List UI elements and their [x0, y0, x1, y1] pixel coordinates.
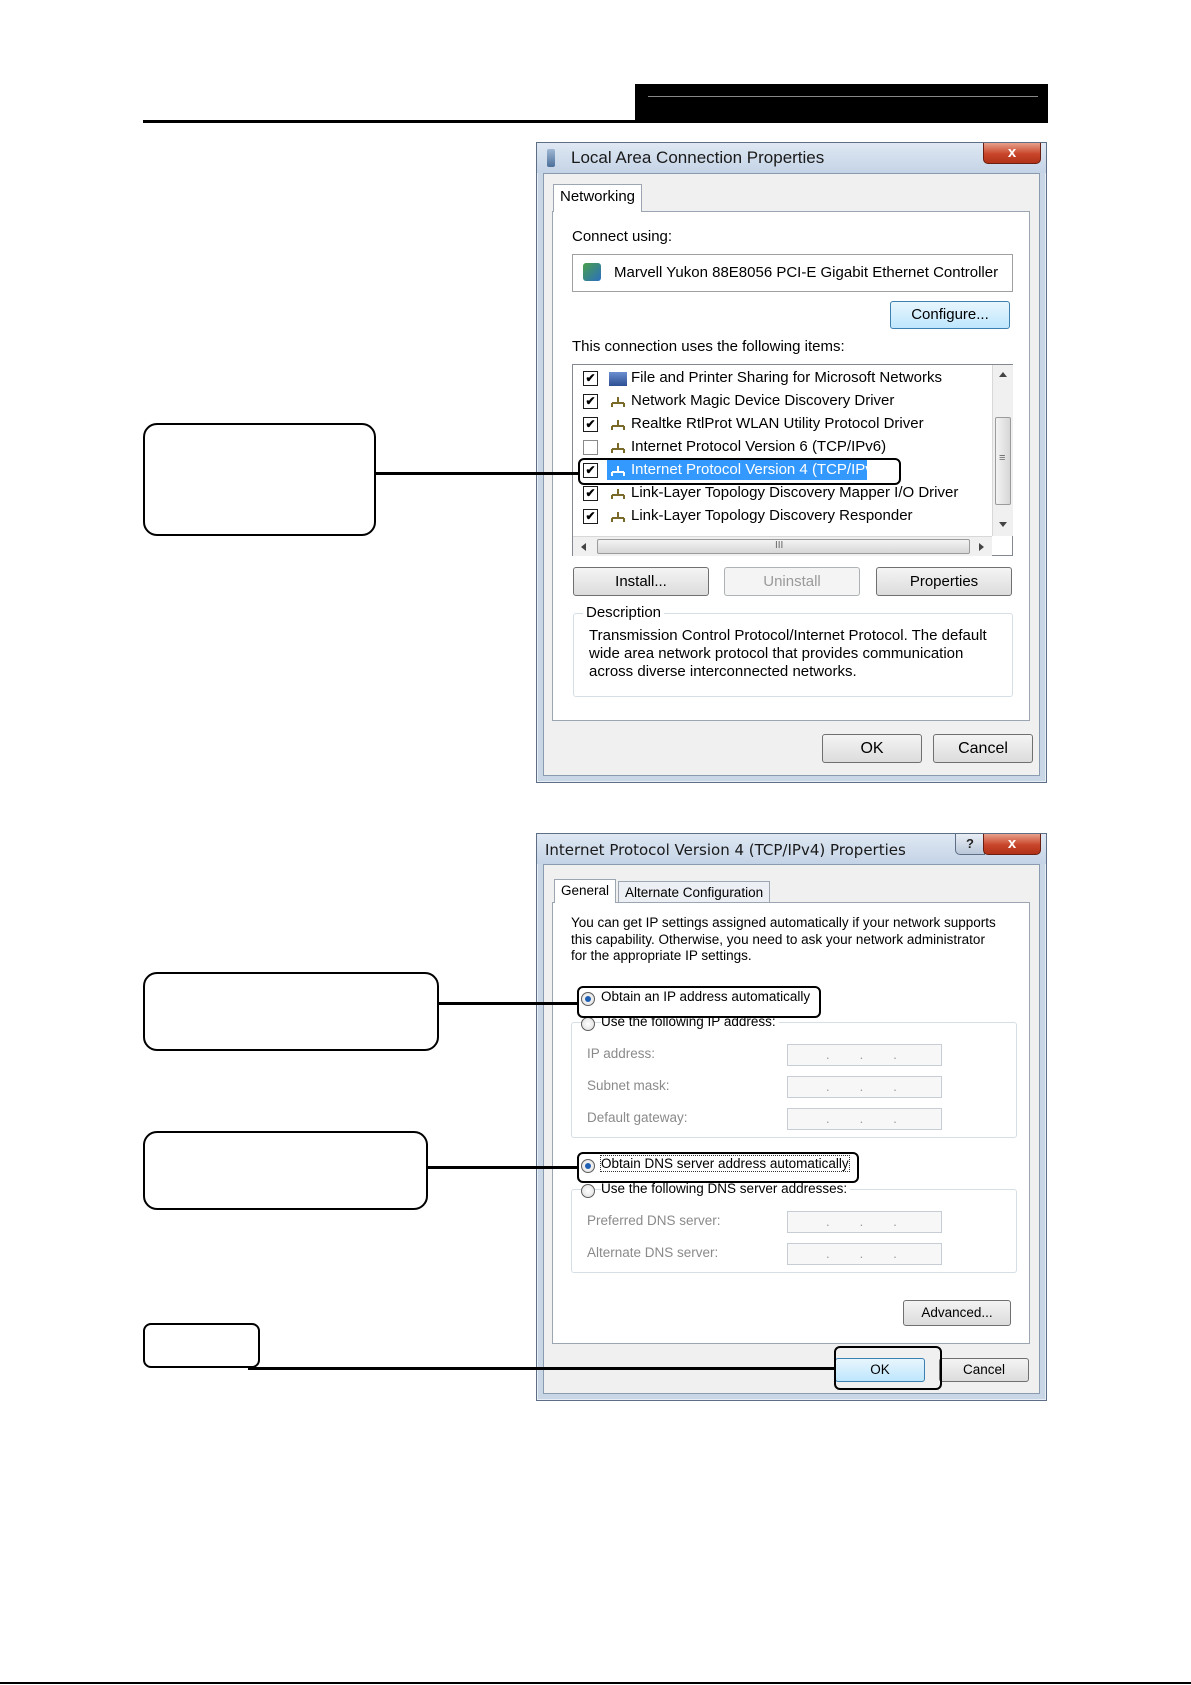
- ipv4-highlight-box: [578, 458, 901, 485]
- item-checkbox[interactable]: ✔: [583, 463, 598, 478]
- header-rule: [143, 120, 1048, 123]
- scroll-grip-icon: ≡: [999, 452, 1006, 464]
- item-checkbox[interactable]: ✔: [583, 486, 598, 501]
- adapter-field: [572, 254, 1013, 292]
- client-area: [543, 864, 1040, 1394]
- preferred-dns-label: Preferred DNS server:: [587, 1213, 721, 1228]
- callout-connector-1: [376, 472, 580, 475]
- network-adapter-icon: [547, 149, 555, 167]
- item-checkbox[interactable]: [583, 440, 598, 455]
- callout-box-1: [143, 423, 376, 536]
- item-checkbox[interactable]: ✔: [583, 371, 598, 386]
- configure-button[interactable]: Configure...: [890, 301, 1010, 329]
- scroll-left-icon[interactable]: [581, 543, 586, 551]
- list-item[interactable]: [573, 390, 991, 412]
- list-item[interactable]: [573, 482, 991, 504]
- hscroll-grip-icon: III: [775, 540, 784, 551]
- list-item[interactable]: [573, 413, 991, 435]
- description-label: Description: [583, 604, 664, 621]
- ok-button[interactable]: OK: [822, 734, 922, 763]
- obtain-ip-highlight-box: [577, 986, 821, 1018]
- close-button[interactable]: x: [983, 143, 1041, 164]
- header-bar-line: [648, 96, 1038, 97]
- adapter-icon: [583, 263, 601, 281]
- item-label: Network Magic Device Discovery Driver: [631, 392, 895, 409]
- item-checkbox[interactable]: ✔: [583, 417, 598, 432]
- subnet-mask-field[interactable]: ...: [787, 1076, 942, 1098]
- window-title: Local Area Connection Properties: [571, 148, 825, 167]
- protocol-icon: [611, 420, 625, 430]
- description-text: Transmission Control Protocol/Internet Protocol. The default wide area network protocol that provides communication across diverse interconnected networks.: [589, 627, 987, 680]
- list-item[interactable]: [573, 436, 991, 458]
- callout-connector-3: [428, 1166, 579, 1169]
- cancel-button[interactable]: Cancel: [939, 1358, 1029, 1382]
- obtain-dns-label[interactable]: Obtain DNS server address automatically: [601, 1156, 849, 1171]
- obtain-dns-highlight-box: [577, 1152, 859, 1183]
- cancel-button[interactable]: Cancel: [933, 734, 1033, 763]
- alternate-dns-field[interactable]: ...: [787, 1243, 942, 1265]
- item-label: File and Printer Sharing for Microsoft Networks: [631, 369, 942, 386]
- callout-box-2: [143, 972, 439, 1051]
- callout-connector-4: [248, 1367, 836, 1370]
- item-label: Link-Layer Topology Discovery Responder: [631, 507, 913, 524]
- horizontal-scrollbar[interactable]: [573, 536, 992, 556]
- scroll-right-icon[interactable]: [979, 543, 984, 551]
- callout-box-3: [143, 1131, 428, 1210]
- item-checkbox[interactable]: ✔: [583, 394, 598, 409]
- connect-using-label: Connect using:: [572, 228, 673, 245]
- horizontal-scroll-thumb[interactable]: [597, 539, 970, 554]
- scroll-down-icon[interactable]: [999, 522, 1007, 527]
- callout-box-4: [143, 1323, 260, 1368]
- protocol-icon: [611, 443, 625, 453]
- list-item[interactable]: [573, 367, 991, 389]
- properties-button[interactable]: Properties: [876, 567, 1012, 596]
- item-checkbox[interactable]: ✔: [583, 509, 598, 524]
- subnet-mask-label: Subnet mask:: [587, 1078, 670, 1093]
- adapter-name: Marvell Yukon 88E8056 PCI-E Gigabit Ethernet Controller: [614, 264, 999, 281]
- protocol-icon: [611, 512, 625, 522]
- general-panel: [552, 902, 1030, 1344]
- protocol-icon: [611, 489, 625, 499]
- advanced-button[interactable]: Advanced...: [903, 1300, 1011, 1326]
- scroll-up-icon[interactable]: [999, 372, 1007, 377]
- ipv4-properties-window: [536, 833, 1047, 1401]
- default-gateway-label: Default gateway:: [587, 1110, 688, 1125]
- title-bar: [537, 143, 1046, 173]
- use-ip-label[interactable]: Use the following IP address:: [601, 1014, 779, 1029]
- footer-rule: [0, 1682, 1191, 1684]
- alternate-dns-label: Alternate DNS server:: [587, 1245, 719, 1260]
- ip-address-label: IP address:: [587, 1046, 656, 1061]
- protocol-icon: [611, 397, 625, 407]
- list-item[interactable]: [573, 505, 991, 527]
- vertical-scrollbar[interactable]: [992, 365, 1013, 536]
- use-dns-radio[interactable]: [581, 1184, 595, 1198]
- title-bar: [537, 834, 1046, 864]
- item-label: Link-Layer Topology Discovery Mapper I/O Driver: [631, 484, 959, 501]
- default-gateway-field[interactable]: ...: [787, 1108, 942, 1130]
- close-button[interactable]: x: [983, 834, 1041, 855]
- vertical-scroll-thumb[interactable]: [995, 417, 1011, 505]
- obtain-ip-label[interactable]: Obtain an IP address automatically: [601, 989, 811, 1004]
- item-label: Internet Protocol Version 4 (TCP/IPv4): [631, 461, 887, 478]
- uninstall-button[interactable]: Uninstall: [724, 567, 860, 596]
- help-button[interactable]: ?: [955, 834, 985, 855]
- tab-general[interactable]: General: [554, 879, 616, 903]
- window-title: Internet Protocol Version 4 (TCP/IPv4) Properties: [545, 841, 906, 859]
- items-label: This connection uses the following items:: [572, 338, 845, 355]
- tab-networking[interactable]: Networking: [553, 184, 642, 212]
- install-button[interactable]: Install...: [573, 567, 709, 596]
- item-label: Internet Protocol Version 6 (TCP/IPv6): [631, 438, 887, 455]
- ok-highlight-box: [834, 1346, 942, 1390]
- sharing-icon: [609, 372, 627, 386]
- intro-text: You can get IP settings assigned automatically if your network supports this capability. Otherwise, you need to ask your network administrator for the appropriate IP settings.: [571, 915, 996, 963]
- use-ip-radio[interactable]: [581, 1017, 595, 1031]
- preferred-dns-field[interactable]: ...: [787, 1211, 942, 1233]
- ip-address-field[interactable]: ...: [787, 1044, 942, 1066]
- use-dns-label[interactable]: Use the following DNS server addresses:: [601, 1181, 850, 1196]
- ok-button[interactable]: OK: [835, 1358, 925, 1382]
- header-bar: [635, 84, 1048, 122]
- tab-alternate-configuration[interactable]: Alternate Configuration: [618, 881, 770, 903]
- callout-connector-2: [439, 1002, 579, 1005]
- item-label: Realtke RtlProt WLAN Utility Protocol Driver: [631, 415, 924, 432]
